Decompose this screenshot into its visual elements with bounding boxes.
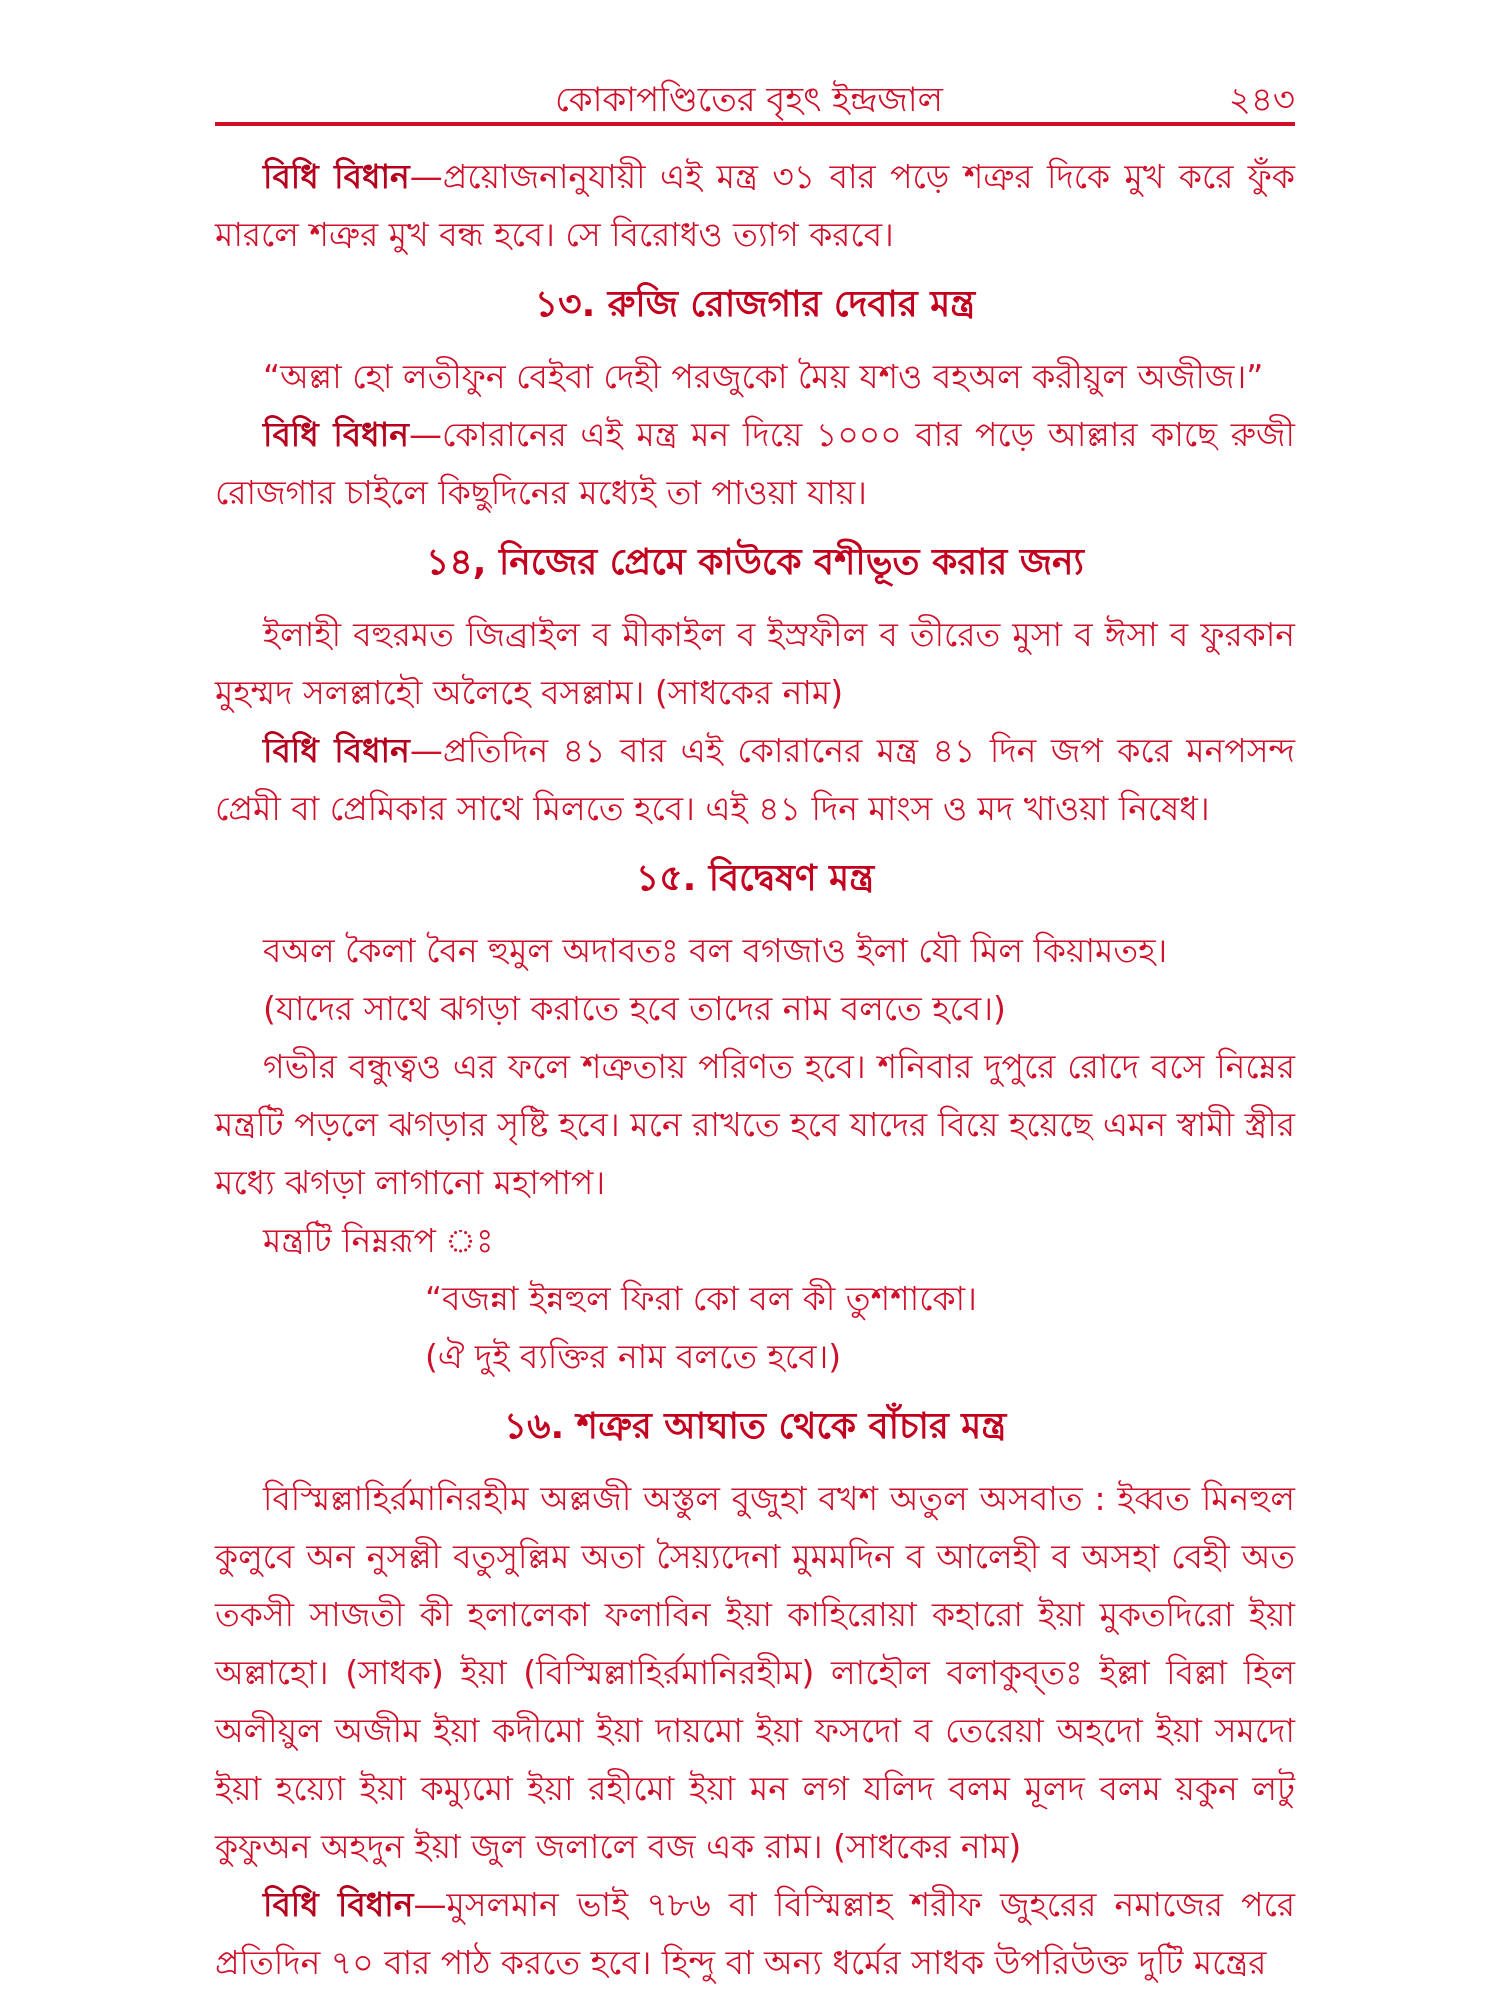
paragraph: ইলাহী বহুরমত জিব্রাইল ব মীকাইল ব ইস্রফীল ব তীরেত মুসা ব ঈসা ব ফুরকান মুহম্মদ সলল্লাহৌ অলৈহে বসল্লাম। (সাধকের নাম) <box>215 615 1295 712</box>
header-rule <box>215 122 1295 126</box>
paragraph: “অল্লা হো লতীফুন বেইবা দেহী পরজুকো মৈয় যশও বহঅল করীয়ুল অজীজ।” <box>263 357 1264 396</box>
section-heading-13: ১৩. রুজি রোজগার দেবার মন্ত্র <box>534 284 976 325</box>
section-heading-16: ১৬. শত্রুর আঘাত থেকে বাঁচার মন্ত্র <box>503 1406 1007 1447</box>
mantra-line: বঅল কৈলা বৈন হুমুল অদাবতঃ বল বগজাও ইলা যৌ মিল কিয়ামতহ। <box>263 931 1168 970</box>
section-heading-14: ১৪, নিজের প্রেমে কাউকে বশীভূত করার জন্য <box>426 542 1084 583</box>
paragraph <box>215 406 1295 522</box>
page-number: ২৪৩ <box>1228 80 1295 120</box>
paragraph-lead: বিধি বিধান <box>263 731 410 770</box>
page-body <box>215 148 1295 1992</box>
paragraph-text: —প্রতিদিন ৪১ বার এই কোরানের মন্ত্র ৪১ দিন জপ করে মনপসন্দ প্রেমী বা প্রেমিকার সাথে মিলতে হবে। এই ৪১ দিন মাংস ও মদ খাওয়া নিষেধ। <box>215 731 1295 828</box>
mantra-intro: মন্ত্রটি নিম্নরূপ ঃ <box>263 1221 494 1260</box>
paragraph-lead: বিধি বিধান <box>263 1885 414 1924</box>
mantra-note: (ঐ দুই ব্যক্তির নাম বলতে হবে।) <box>425 1337 842 1376</box>
paragraph-text: —কোরানের এই মন্ত্র মন দিয়ে ১০০০ বার পড়ে আল্লার কাছে রুজী রোজগার চাইলে কিছুদিনের মধ্যেই তা পাওয়া যায়। <box>215 415 1295 512</box>
mantra-line: “বজন্না ইন্নহুল ফিরা কো বল কী তুশশাকো। <box>425 1279 977 1318</box>
paragraph <box>215 1876 1295 1992</box>
paragraph <box>215 722 1295 838</box>
paragraph-lead: বিধি বিধান <box>263 157 410 196</box>
paragraph: বিস্মিল্লাহির্রমানিরহীম অল্লজী অস্তুল বুজুহা বখশ অতুল অসবাত : ইব্বত মিনহুল কুলুবে অন নুসল্লী বতুসুল্লিম অতা সৈয়্যদেনা মুমমদিন ব আলেহী ব অসহা বেহী অত তকসী সাজতী কী হলালেকা ফলাবিন ইয়া কাহিরোয়া কহারো ইয়া মুকতদিরো ইয়া অল্লাহো। (সাধক) ইয়া (বিস্মিল্লাহির্রমানিরহীম) লাহৌল বলাকুব্তঃ ইল্লা বিল্লা হিল অলীয়ুল অজীম ইয়া কদীমো ইয়া দায়মো ইয়া ফসদো ব তেরেয়া অহদো ইয়া সমদো ইয়া হয়্যো ইয়া কম্যুমো ইয়া রহীমো ইয়া মন লগ যলিদ বলম মূলদ বলম য়কুন লটু কুফুঅন অহদুন ইয়া জুল জলালে বজ এক রাম। (সাধকের নাম) <box>215 1479 1295 1866</box>
section-heading-15: ১৫. বিদ্বেষণ মন্ত্র <box>635 858 875 899</box>
paragraph-text: —প্রয়োজনানুযায়ী এই মন্ত্র ৩১ বার পড়ে শত্রুর দিকে মুখ করে ফুঁক মারলে শত্রুর মুখ বন্ধ হবে। সে বিরোধও ত্যাগ করবে। <box>215 157 1296 254</box>
page-header <box>215 52 1295 118</box>
running-title: কোকাপণ্ডিতের বৃহৎ ইন্দ্রজাল <box>555 80 943 120</box>
mantra-note: (যাদের সাথে ঝগড়া করাতে হবে তাদের নাম বলতে হবে।) <box>263 989 1006 1028</box>
paragraph <box>215 148 1295 264</box>
paragraph-text: —মুসলমান ভাই ৭৮৬ বা বিস্মিল্লাহ শরীফ জুহরের নমাজের পরে প্রতিদিন ৭০ বার পাঠ করতে হবে। হিন্দু বা অন্য ধর্মের সাধক উপরিউক্ত দুটি মন্ত্রের <box>215 1885 1295 1982</box>
paragraph-lead: বিধি বিধান <box>263 415 409 454</box>
paragraph: গভীর বন্ধুত্বও এর ফলে শত্রুতায় পরিণত হবে। শনিবার দুপুরে রোদে বসে নিম্নের মন্ত্রটি পড়লে ঝগড়ার সৃষ্টি হবে। মনে রাখতে হবে যাদের বিয়ে হয়েছে এমন স্বামী স্ত্রীর মধ্যে ঝগড়া লাগানো মহাপাপ। <box>215 1047 1295 1202</box>
